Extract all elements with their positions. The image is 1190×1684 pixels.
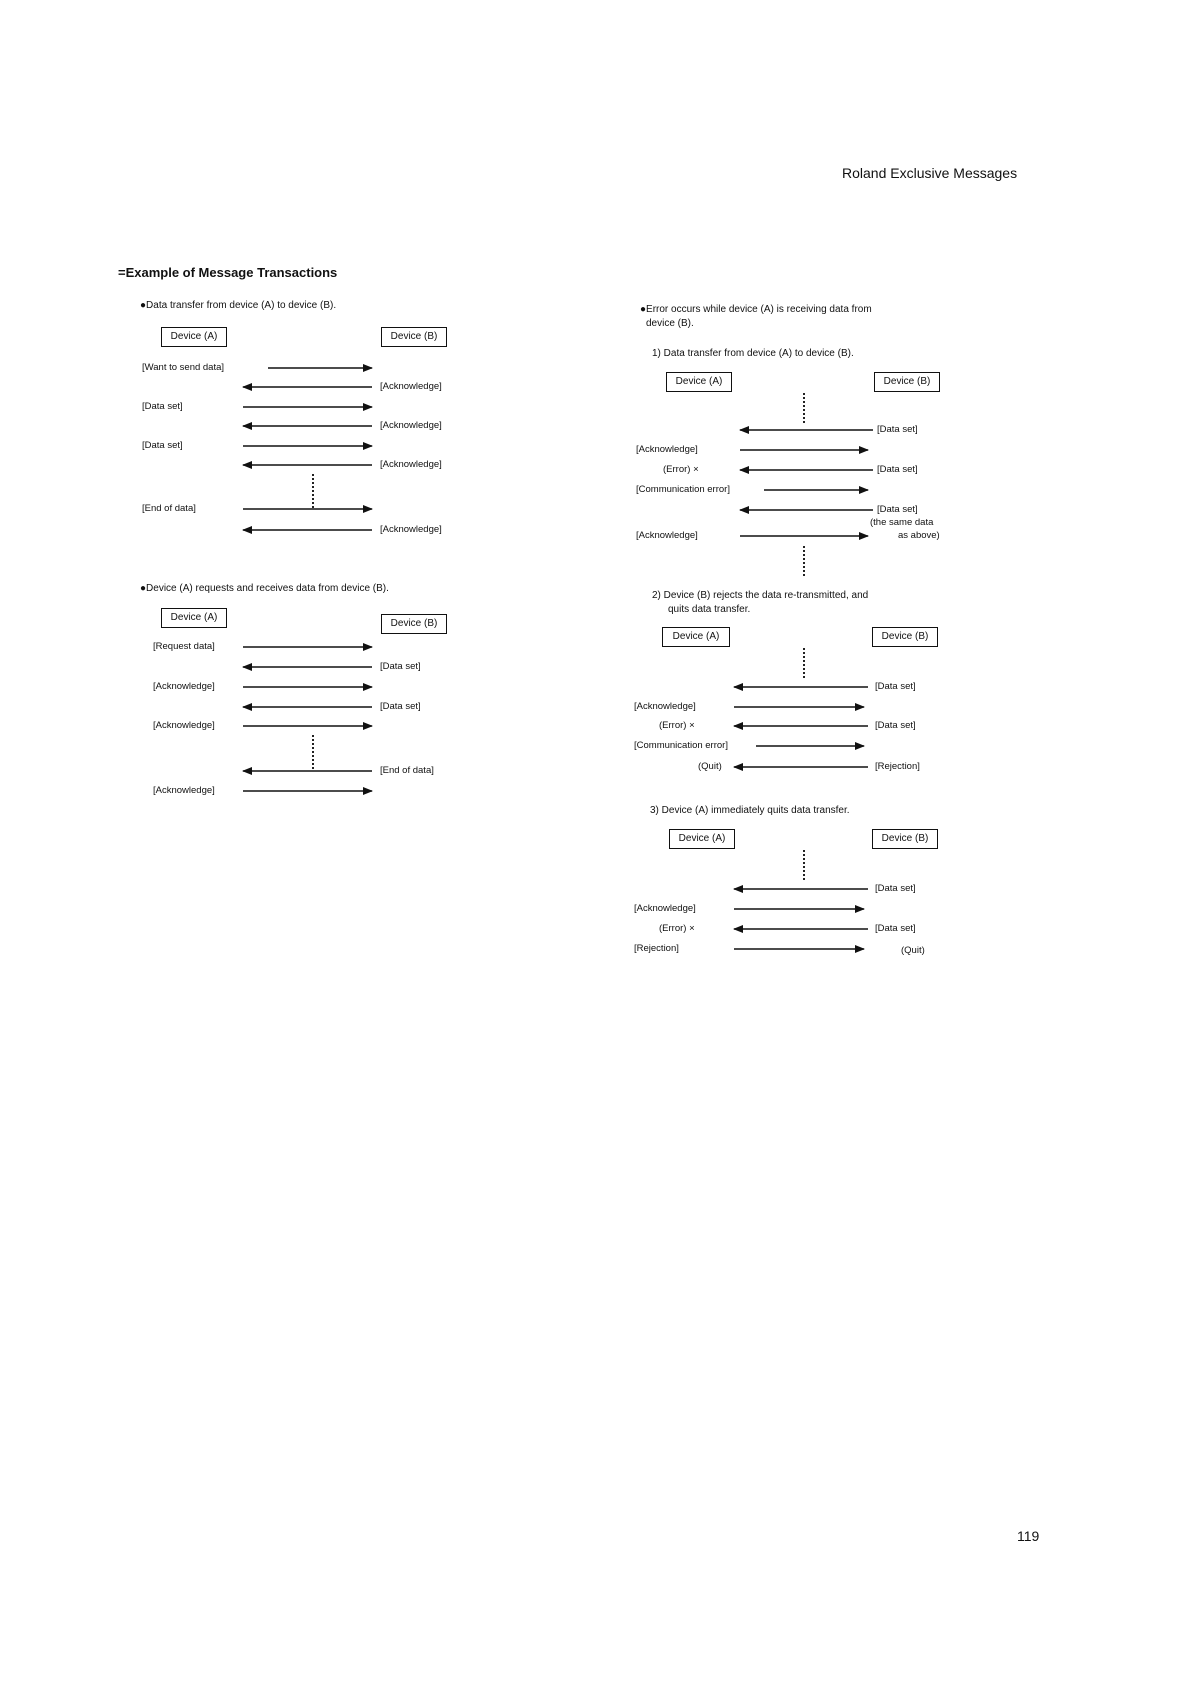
section-title: =Example of Message Transactions [118,265,338,280]
diagram4-label-data-set-2: [Data set] [875,720,916,731]
diagram3-label-acknowledge-1: [Acknowledge] [636,444,698,455]
diagram5-label-quit: (Quit) [901,945,925,956]
diagram3-device-a-box: Device (A) [666,372,732,392]
diagram3-label-communication-error: [Communication error] [636,484,730,495]
diagram5-label-rejection: [Rejection] [634,943,679,954]
diagram1-device-a-box: Device (A) [161,327,227,347]
diagram4-label-acknowledge: [Acknowledge] [634,701,696,712]
diagram1-label-acknowledge-4: [Acknowledge] [380,524,442,535]
diagram2-label-end-of-data: [End of data] [380,765,434,776]
diagram2-label-data-set-1: [Data set] [380,661,421,672]
diagram3-caption-line2: device (B). [646,318,694,329]
diagram2-label-acknowledge-3: [Acknowledge] [153,785,215,796]
diagram2-label-acknowledge-2: [Acknowledge] [153,720,215,731]
diagram2-device-a-box: Device (A) [161,608,227,628]
diagram3-label-data-set-2: [Data set] [877,464,918,475]
diagram3-continuation-dots-top [803,393,805,423]
diagram1-label-end-of-data: [End of data] [142,503,196,514]
diagram5-device-a-box: Device (A) [669,829,735,849]
diagram2-label-acknowledge-1: [Acknowledge] [153,681,215,692]
diagram1-label-data-set-2: [Data set] [142,440,183,451]
diagram3-label-as-above: as above) [898,530,940,541]
diagram4-label-error: (Error) × [659,720,695,731]
running-header: Roland Exclusive Messages [842,165,1018,181]
diagram4-subtitle-line2: quits data transfer. [668,604,751,615]
diagram5-continuation-dots [803,850,805,880]
diagram2-label-data-set-2: [Data set] [380,701,421,712]
diagram3-device-b-box: Device (B) [874,372,940,392]
diagram1-label-acknowledge-2: [Acknowledge] [380,420,442,431]
diagram4-continuation-dots [803,648,805,678]
diagram4-subtitle-line1: 2) Device (B) rejects the data re-transmitted, and [652,590,869,601]
diagram3-subtitle: 1) Data transfer from device (A) to device (B). [652,348,854,359]
diagram3-label-data-set-1: [Data set] [877,424,918,435]
diagram3-continuation-dots-bottom [803,546,805,576]
diagram4-label-data-set-1: [Data set] [875,681,916,692]
diagram4-label-communication-error: [Communication error] [634,740,728,751]
diagram5-device-b-box: Device (B) [872,829,938,849]
diagram1-label-acknowledge-3: [Acknowledge] [380,459,442,470]
diagram1-label-want-to-send: [Want to send data] [142,362,225,373]
diagram3-label-same-data: (the same data [870,517,934,528]
diagram2-caption: ●Device (A) requests and receives data from device (B). [140,583,389,594]
diagram3-label-acknowledge-2: [Acknowledge] [636,530,698,541]
diagram2-device-b-box: Device (B) [381,614,447,634]
diagram5-label-acknowledge: [Acknowledge] [634,903,696,914]
diagram1-label-acknowledge-1: [Acknowledge] [380,381,442,392]
diagram1-continuation-dots [312,474,314,508]
diagram4-label-rejection: [Rejection] [875,761,920,772]
diagram5-label-error: (Error) × [659,923,695,934]
diagram3-label-data-set-3: [Data set] [877,504,918,515]
diagram2-label-request-data: [Request data] [153,641,215,652]
diagram1-caption: ●Data transfer from device (A) to device (B). [140,300,337,311]
diagram4-device-b-box: Device (B) [872,627,938,647]
diagram4-device-a-box: Device (A) [662,627,730,647]
diagram1-label-data-set-1: [Data set] [142,401,183,412]
diagram4-label-quit: (Quit) [698,761,722,772]
diagram3-label-error: (Error) × [663,464,699,475]
diagram1-device-b-box: Device (B) [381,327,447,347]
page-number: 119 [1017,1528,1040,1544]
diagram5-label-data-set-1: [Data set] [875,883,916,894]
diagram3-caption-line1: ●Error occurs while device (A) is receiving data from [640,304,872,315]
diagram5-subtitle: 3) Device (A) immediately quits data transfer. [650,805,850,816]
diagram5-label-data-set-2: [Data set] [875,923,916,934]
diagram2-continuation-dots [312,735,314,769]
